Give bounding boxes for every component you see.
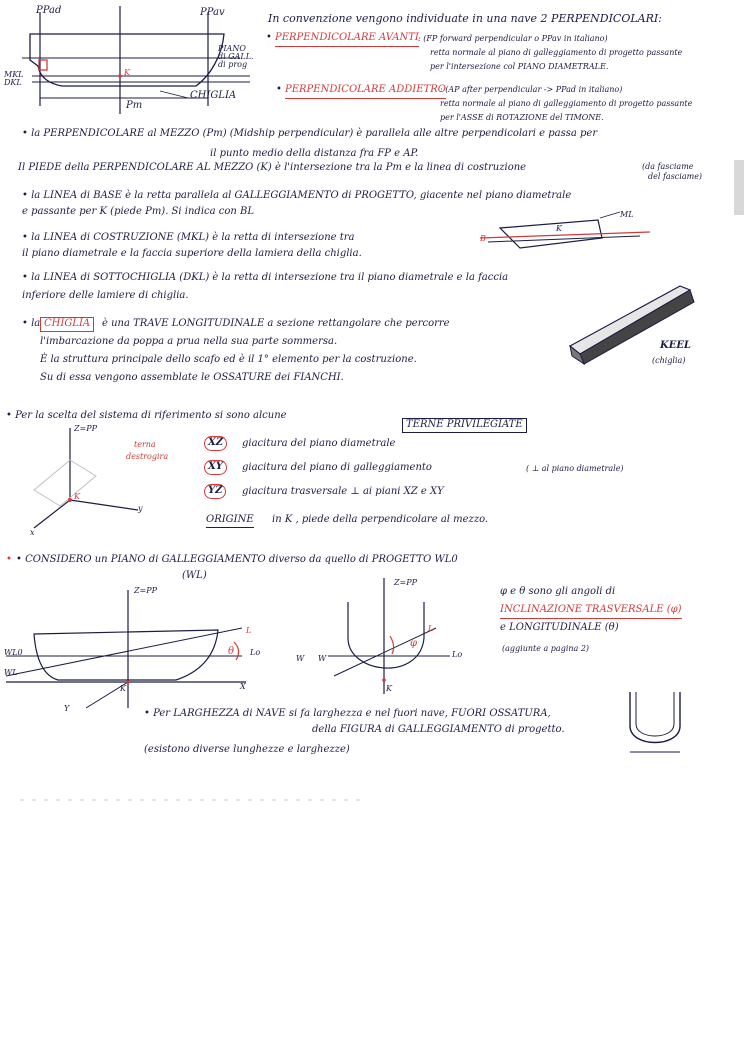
- wl0-label-long: WL0: [4, 648, 23, 657]
- plane-sketch: [34, 460, 96, 506]
- label-mkl: MKL: [4, 70, 24, 79]
- piede-note1: (da fasciame: [642, 162, 694, 171]
- chiglia-leader: [160, 91, 188, 98]
- costr-line2: il piano diametrale e la faccia superiore della lamiera della chiglia.: [22, 248, 362, 259]
- aft-perpendicular-def: : (AP after perpendicular -> PPad in italiano): [440, 85, 623, 94]
- axis-x-label: x: [30, 528, 35, 537]
- wl-line: [6, 628, 242, 676]
- keel-italian-label: (chiglia): [652, 356, 686, 365]
- k-trans: [382, 678, 386, 682]
- consid-line: • CONSIDERO un PIANO di GALLEGGIAMENTO diverso da quello di PROGETTO WL0: [16, 554, 458, 565]
- phi-arc: [390, 636, 394, 654]
- lo-label-long: Lo: [250, 648, 261, 657]
- y-axis: [70, 500, 138, 510]
- z-label-trans: Z=PP: [394, 578, 418, 587]
- piede-line: Il PIEDE della PERPENDICOLARE AL MEZZO (K) è l'intersezione tra la Pm e la linea di costruzione: [18, 162, 527, 173]
- point-k: [118, 74, 122, 78]
- chiglia-prefix: • la: [22, 318, 41, 329]
- section-inner-u: [636, 692, 674, 736]
- fwd-perpendicular-title: PERPENDICOLARE AVANTI: [275, 32, 419, 47]
- aft-bullet: •: [276, 84, 282, 95]
- aft-perpendicular-line2: retta normale al piano di galleggiamento di progetto passante: [440, 99, 693, 108]
- plane-xy-note: ( ⊥ al piano diametrale): [526, 464, 624, 473]
- axis-k-label: K: [74, 492, 80, 501]
- larghezza-line3: (esistono diverse lunghezze e larghezze): [144, 744, 350, 755]
- label-pm: Pm: [126, 100, 143, 111]
- larghezza-line2: della FIGURA di GALLEGGIAMENTO di progetto.: [312, 724, 565, 735]
- origine-label: ORIGINE: [206, 514, 254, 528]
- page-edge-shadow: [734, 160, 744, 215]
- label-b: B: [480, 234, 486, 243]
- plane-xy-text: giacitura del piano di galleggiamento: [242, 462, 432, 473]
- label-pp-av: PPav: [200, 7, 225, 18]
- label-k-small: K: [556, 224, 562, 233]
- chiglia-line4: Su di essa vengono assemblate le OSSATURE dei FIANCHI.: [40, 372, 344, 383]
- piede-note2: del fasciame): [648, 172, 703, 181]
- k-long: [126, 680, 130, 684]
- section-u-shape: [630, 692, 680, 743]
- plane-yz-badge: YZ: [204, 484, 226, 499]
- fwd-bullet: •: [266, 32, 272, 43]
- costr-line1: • la LINEA di COSTRUZIONE (MKL) è la retta di intersezione tra: [22, 232, 355, 243]
- hull-outline: [30, 34, 224, 86]
- waterline-tick: [600, 212, 620, 218]
- chiglia-line1: è una TRAVE LONGITUDINALE a sezione rettangolare che percorre: [102, 318, 450, 329]
- wl-label-trans: W: [318, 654, 327, 663]
- angles-line2: INCLINAZIONE TRASVERSALE (φ): [500, 604, 682, 619]
- l-label-trans: L: [428, 624, 434, 633]
- axis-z-label: Z=PP: [74, 424, 98, 433]
- terne-destrogira-1: terna: [134, 440, 156, 449]
- consid-bullet: •: [6, 554, 12, 565]
- lo-label-trans: Lo: [452, 650, 463, 659]
- terne-box: TERNE PRIVILEGIATE: [402, 418, 527, 433]
- label-dkl: DKL: [4, 78, 22, 87]
- origine-text: in K , piede della perpendicolare al mezzo.: [272, 514, 489, 525]
- base-line2: e passante per K (piede Pm). Si indica con BL: [22, 206, 254, 217]
- plane-yz-text: giacitura trasversale ⊥ ai piani XZ e XY: [242, 486, 444, 497]
- theta-label: θ: [228, 646, 235, 657]
- keel-side-face: [580, 290, 694, 364]
- label-pp-ad: PPad: [36, 5, 62, 16]
- chiglia-line2: l'imbarcazione da poppa a prua nella sua parte sommersa.: [40, 336, 338, 347]
- z-pp-label-long: Z=PP: [134, 586, 158, 595]
- keel-sketch: [562, 276, 722, 376]
- intro-line: In convenzione vengono individuate in una nave 2 PERPENDICOLARI:: [268, 12, 662, 25]
- phi-label: φ: [410, 638, 418, 649]
- angles-line4: (aggiunte a pagina 2): [502, 644, 590, 653]
- k-label-long: K: [120, 684, 126, 693]
- section-outline: [348, 602, 424, 668]
- x-label-long: X: [240, 682, 246, 691]
- faint-bleed-marks: [20, 796, 380, 806]
- terne-destrogira-2: destrogira: [126, 452, 169, 461]
- label-di-gall: di GALL.: [218, 52, 254, 61]
- l-label-long: L: [246, 626, 252, 635]
- larghezza-line1: • Per LARGHEZZA di NAVE si fa larghezza e nel fuori nave, FUORI OSSATURA,: [144, 708, 551, 719]
- x-axis: [34, 500, 70, 528]
- aft-perpendicular-title: PERPENDICOLARE ADDIETRO: [285, 84, 446, 99]
- pm-line2: il punto medio della distanza fra FP e AP.: [210, 148, 419, 159]
- angles-line1: φ e θ sono gli angoli di: [500, 586, 616, 597]
- origin-k: [68, 498, 72, 502]
- chiglia-word: CHIGLIA: [40, 317, 94, 332]
- y-label-long: Y: [64, 704, 70, 713]
- label-di-prog: di prog: [218, 60, 248, 69]
- keel-label: KEEL: [660, 340, 691, 351]
- plane-xy-badge: XY: [204, 460, 227, 475]
- angles-line3: e LONGITUDINALE (θ): [500, 622, 619, 633]
- axis-y-label: y: [138, 504, 143, 513]
- longitudinal-heel-figure: [6, 590, 266, 710]
- transverse-heel-figure: [320, 578, 470, 698]
- hull-side: [34, 630, 218, 680]
- terne-line: • Per la scelta del sistema di riferimento si sono alcune: [6, 410, 287, 421]
- aft-perpendicular-line3: per l'ASSE di ROTAZIONE del TIMONE.: [440, 113, 604, 122]
- fwd-perpendicular-line3: per l'intersezione col PIANO DIAMETRALE.: [430, 62, 609, 71]
- theta-arc: [234, 642, 239, 660]
- keel-lines-sketch: [480, 208, 680, 263]
- wl-label-long: WL: [4, 668, 18, 677]
- section-width-figure: [622, 686, 692, 756]
- sotto-line2: inferiore delle lamiere di chiglia.: [22, 290, 189, 301]
- base-line1: • la LINEA di BASE è la retta parallela al GALLEGGIAMENTO di PROGETTO, giacente nel piano diametrale: [22, 190, 572, 201]
- label-chiglia: CHIGLIA: [190, 90, 237, 101]
- plane-xz-text: giacitura del piano diametrale: [242, 438, 396, 449]
- fwd-perpendicular-line2: retta normale al piano di galleggiamento di progetto passante: [430, 48, 683, 57]
- label-ml: ML: [620, 210, 634, 219]
- chiglia-line3: È la struttura principale dello scafo ed è il 1° elemento per la costruzione.: [40, 354, 417, 365]
- k-label-trans: K: [386, 684, 392, 693]
- wl0-label-trans: W: [296, 654, 305, 663]
- wl-label: (WL): [182, 570, 207, 581]
- wl-trans: [334, 628, 436, 676]
- reference-axes-figure: [20, 420, 150, 530]
- label-piano: PIANO: [218, 44, 246, 53]
- fwd-perpendicular-def: : (FP forward perpendicular o PPav in italiano): [418, 34, 608, 43]
- plane-xz-badge: XZ: [204, 436, 227, 451]
- sotto-line1: • la LINEA di SOTTOCHIGLIA (DKL) è la retta di intersezione tra il piano diametrale e la faccia: [22, 272, 509, 283]
- label-k: K: [124, 68, 130, 77]
- pm-line1: • la PERPENDICOLARE al MEZZO (Pm) (Midship perpendicular) è parallela alle altre perpendicolari e passa per: [22, 128, 598, 139]
